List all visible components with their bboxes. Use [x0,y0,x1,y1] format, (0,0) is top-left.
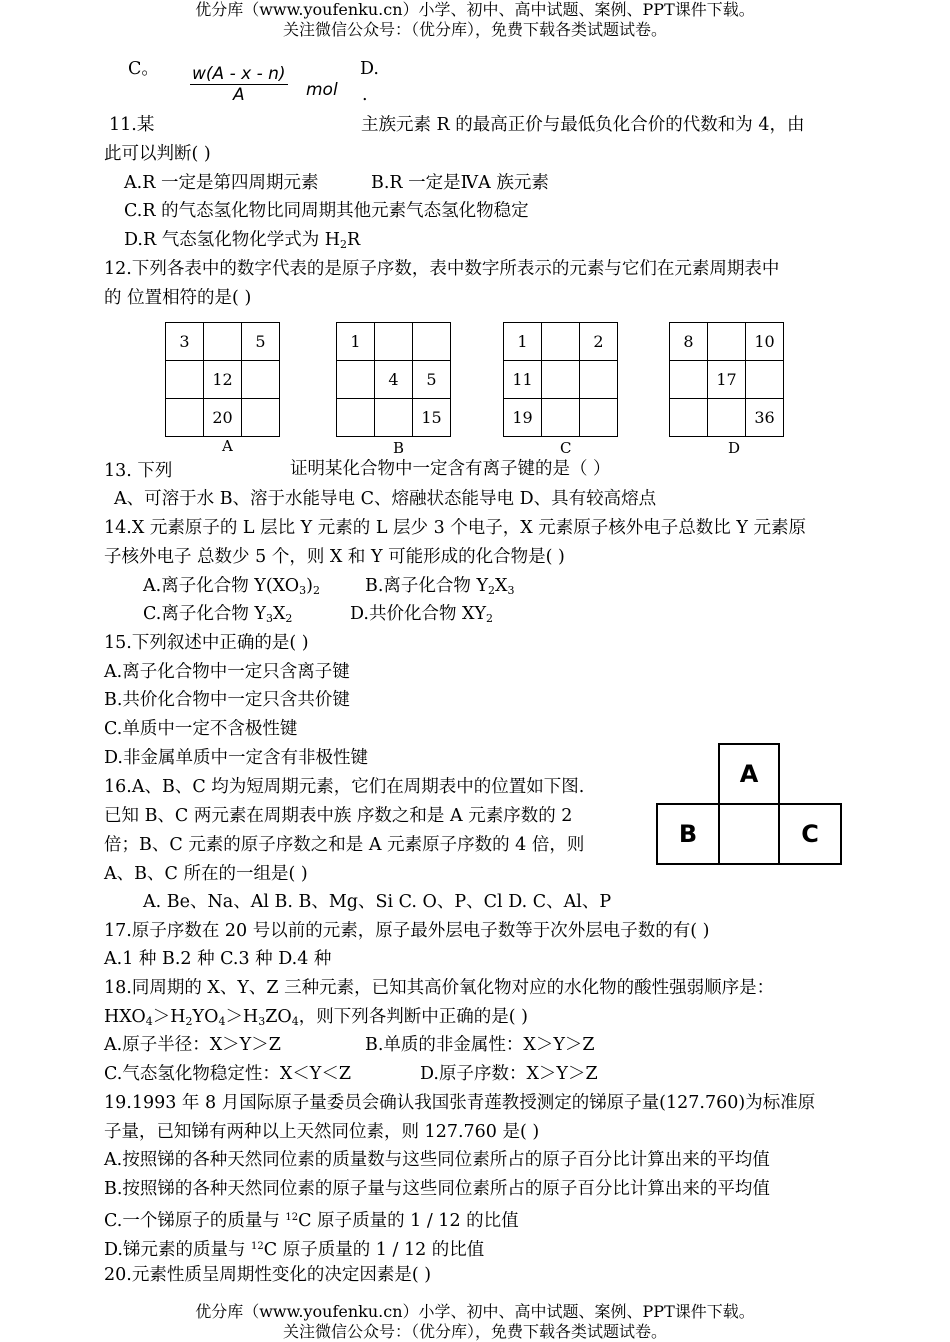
q15-option-b: B.共价化合物中一定只含共价键 [104,690,350,710]
q18-order: $HXO_4>H_2YO_4>H_3ZO_4$，则下列各判断中正确的是( ) [104,1007,528,1028]
q11-stem-b: 主族元素 R 的最高正价与最低负化合价的代数和为 4，由 [361,115,805,135]
q14-stem-b: 子核外电子 总数少 5 个，则 X 和 Y 可能形成的化合物是( ) [104,547,565,567]
periodic-box-a: A [718,743,780,805]
q12-table-d: 8 10 17 36 [669,322,784,437]
fraction-denominator: A [232,85,245,105]
q11-option-d: D.R 气态氢化物化学式为 $H_2R$ [124,230,361,251]
q12-table-c-label: C [560,439,572,457]
q19-option-c: C.一个锑原子的质量与 $^{12}$C 原子质量的 1 / 12 的比值 [104,1211,519,1231]
fraction-unit: mol [306,80,338,100]
q15-option-a: A.离子化合物中一定只含离子键 [104,662,350,682]
q14-stem-a: 14.X 元素原子的 L 层比 Y 元素的 L 层少 3 个电子，X 元素原子核外电子总数比 Y 元素原 [104,518,806,538]
fraction-numerator: w(A - x - n) [192,64,286,84]
q11-stem-a: 11.某 [109,115,155,135]
q19-option-a: A.按照锑的各种天然同位素的质量数与这些同位素所占的原子百分比计算出来的平均值 [104,1150,770,1170]
q14-option-c: C.离子化合物 $Y_3X_2$ [143,604,293,625]
q10-option-c-fraction [190,64,288,105]
q12-table-b-label: B [393,439,405,457]
q11-option-a: A.R 一定是第四周期元素 [124,173,319,193]
q20-stem: 20.元素性质呈周期性变化的决定因素是( ) [104,1265,432,1285]
periodic-box-b: B [656,803,720,865]
q19-stem-b: 子量，已知锑有两种以上天然同位素，则 127.760 是( ) [104,1122,540,1142]
page-footer-line-2: 关注微信公众号：（优分库），免费下载各类试题试卷。 [282,1322,667,1341]
q15-option-c: C.单质中一定不含极性键 [104,719,298,739]
q12-table-a: 3 5 12 20 [165,322,280,437]
q16-options: A. Be、Na、Al B. B、Mg、Si C. O、P、Cl D. C、Al、P [143,892,612,912]
periodic-box-empty [718,803,780,865]
q14-option-a: A.离子化合物 $Y(XO_3)_2$ [143,576,320,597]
q14-option-b: B.离子化合物 $Y_2X_3$ [365,576,515,597]
q17-stem: 17.原子序数在 20 号以前的元素，原子最外层电子数等于次外层电子数的有( ) [104,921,710,941]
page-header-line-1: 优分库（www.youfenku.cn）小学、初中、高中试题、案例、PPT课件下载。 [195,0,755,19]
q18-option-c: C.气态氢化物稳定性：X＜Y＜Z [104,1064,351,1084]
q10-option-d-dot: . [362,85,368,105]
q11-option-b: B.R 一定是ⅣA 族元素 [371,173,549,193]
q11-option-c: C.R 的气态氢化物比同周期其他元素气态氢化物稳定 [124,201,529,221]
periodic-box-c: C [778,803,842,865]
q10-option-c-label: C。 [128,59,159,79]
q15-stem: 15.下列叙述中正确的是( ) [104,633,309,653]
q13-stem-b: 证明某化合物中一定含有离子键的是（ ） [290,459,611,479]
q12-table-c: 1 2 11 19 [503,322,618,437]
q10-option-d-label: D. [360,59,379,79]
q18-option-a: A.原子半径：X＞Y＞Z [104,1035,281,1055]
q14-option-d: D.共价化合物 $XY_2$ [350,604,494,625]
page-header-line-2: 关注微信公众号：（优分库），免费下载各类试题试卷。 [282,20,667,39]
q12-table-a-label: A [222,437,233,455]
q12-table-b: 1 4 5 15 [336,322,451,437]
q12-stem-b: 的 位置相符的是( ) [104,288,252,308]
q12-stem-a: 12.下列各表中的数字代表的是原子序数，表中数字所表示的元素与它们在元素周期表中 [104,259,780,279]
q11-stem-c: 此可以判断( ) [104,144,211,164]
q19-option-d: D.锑元素的质量与 $^{12}$C 原子质量的 1 / 12 的比值 [104,1240,485,1260]
page-footer-line-1: 优分库（www.youfenku.cn）小学、初中、高中试题、案例、PPT课件下载。 [195,1302,755,1321]
q16-line-3: 倍；B、C 元素的原子序数之和是 A 元素原子序数的 4 倍，则 [104,835,585,855]
q13-options: A、可溶于水 B、溶于水能导电 C、熔融状态能导电 D、具有较高熔点 [114,489,657,509]
q12-table-d-label: D [728,439,741,457]
q15-option-d: D.非金属单质中一定含有非极性键 [104,748,368,768]
q18-option-d: D.原子序数：X＞Y＞Z [420,1064,598,1084]
q16-line-4: A、B、C 所在的一组是( ) [104,864,308,884]
q16-line-2: 已知 B、C 两元素在周期表中族 序数之和是 A 元素序数的 2 [104,806,573,826]
q17-options: A.1 种 B.2 种 C.3 种 D.4 种 [104,949,332,969]
q16-line-1: 16.A、B、C 均为短周期元素，它们在周期表中的位置如下图. [104,777,585,797]
q19-stem-a: 19.1993 年 8 月国际原子量委员会确认我国张青莲教授测定的锑原子量(127.760)为标准原 [104,1093,816,1113]
q18-option-b: B.单质的非金属性：X＞Y＞Z [365,1035,595,1055]
q19-option-b: B.按照锑的各种天然同位素的原子量与这些同位素所占的原子百分比计算出来的平均值 [104,1179,770,1199]
q18-stem: 18.同周期的 X、Y、Z 三种元素，已知其高价氧化物对应的水化物的酸性强弱顺序是： [104,978,775,998]
q13-stem-a: 13. 下列 [104,461,173,481]
